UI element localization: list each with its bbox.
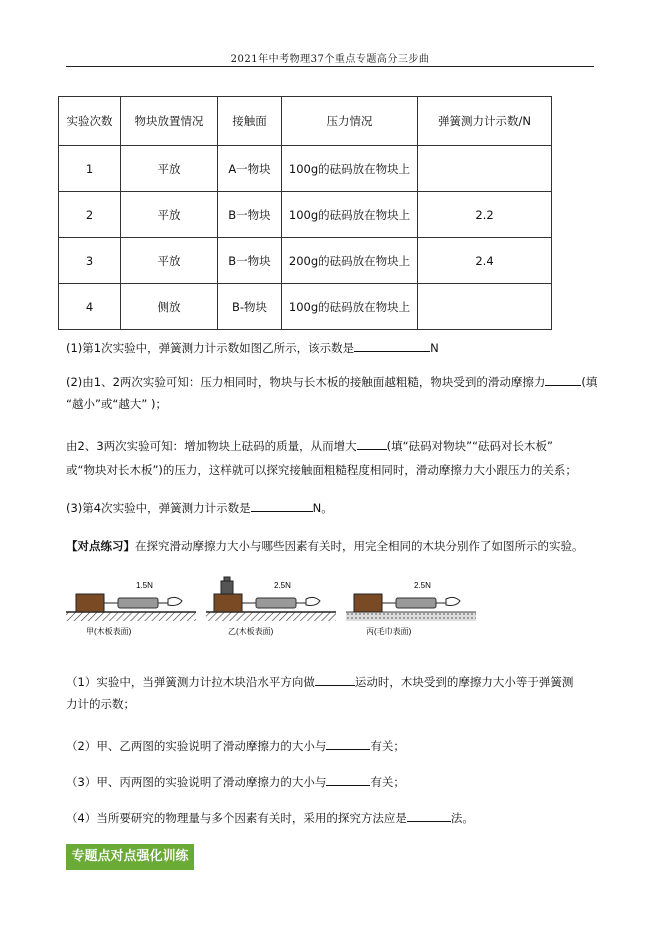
answer-blank[interactable] [326,737,370,750]
practice-question-4-text: （4）当所要研究的物理量与多个因素有关时，采用的探究方法应是 [66,811,407,825]
answer-blank[interactable] [354,339,430,352]
practice-tag: 【对点练习】 [66,539,135,553]
wood-block [76,594,104,612]
table-cell: 2 [59,192,121,238]
practice-question-4-end: 法。 [450,811,474,825]
question-2b [66,436,553,456]
practice-question-1-line2: 力计的示数； [66,697,135,711]
question-2-text: (2)由1、2两次实验可知：压力相同时，物块与长木板的接触面越粗糙，物块受到的滑动摩擦力 [66,375,546,389]
board-surface [66,612,196,621]
question-2b-text: 由2、3两次实验可知：增加物块上砝码的质量，从而增大 [66,439,357,453]
question-2-hint: (填 [581,375,598,389]
answer-blank[interactable] [251,499,313,512]
practice-question-1 [66,672,573,692]
panel-yi [206,577,336,636]
practice-question-2-end: 有关； [370,739,405,753]
section-heading: 专题点对点强化训练 [66,844,194,870]
hand-icon [296,597,320,605]
panel-caption: 乙(木板表面) [228,627,274,636]
page-header: 2021年中考物理37个重点专题高分三步曲 [230,54,430,65]
answer-blank[interactable] [407,809,451,822]
wood-block [214,594,242,612]
practice-question-1-end: 运动时，木块受到的摩擦力大小等于弹簧测 [354,675,574,689]
question-2b-line2: 或“物块对长木板”)的压力，这样就可以探究接触面粗糙程度相同时，滑动摩擦力大小跟压力的关系； [66,463,577,477]
table-header-cell: 弹簧测力计示数/N [418,97,552,146]
question-3-unit: N。 [312,501,333,515]
table-row [59,192,552,238]
table-cell: 2.4 [418,238,552,284]
answer-blank[interactable] [326,773,370,786]
table-header-row [59,97,552,146]
panel-bing [346,581,476,636]
answer-blank[interactable] [545,373,581,386]
panel-jia [66,581,196,636]
table-cell: B-物块 [218,284,282,330]
question-3 [66,498,333,518]
table-header-cell: 压力情况 [282,97,418,146]
wood-block [354,594,382,612]
table-cell: 侧放 [121,284,218,330]
table-cell: B一物块 [218,238,282,284]
table-row [59,284,552,330]
question-3-text: (3)第4次实验中，弹簧测力计示数是 [66,501,251,515]
towel-surface [346,612,476,621]
table-cell: A一物块 [218,146,282,192]
table-cell: 4 [59,284,121,330]
table-cell [418,146,552,192]
hand-icon [436,597,460,605]
table-header-cell: 物块放置情况 [121,97,218,146]
question-2b-hint: (填“砝码对物块”“砝码对长木板” [386,439,553,453]
table-row [59,146,552,192]
table-cell: 3 [59,238,121,284]
panel-caption: 甲(木板表面) [86,627,132,636]
table-cell: 200g的砝码放在物块上 [282,238,418,284]
weight-icon [221,581,233,594]
practice-question-3-end: 有关； [370,775,405,789]
table-cell: 100g的砝码放在物块上 [282,192,418,238]
experiment-table [58,96,552,330]
reading-label: 2.5N [274,581,291,590]
practice-intro [66,536,584,556]
table-cell: 1 [59,146,121,192]
question-1 [66,338,439,358]
table-cell: 100g的砝码放在物块上 [282,284,418,330]
practice-question-2 [66,736,405,756]
table-row [59,238,552,284]
table-cell: 2.2 [418,192,552,238]
hand-icon [158,597,182,605]
practice-question-3 [66,772,405,792]
panel-caption: 丙(毛巾表面) [366,627,412,636]
question-1-text: (1)第1次实验中，弹簧测力计示数如图乙所示，该示数是 [66,341,355,355]
practice-question-3-text: （3）甲、丙两图的实验说明了滑动摩擦力的大小与 [66,775,327,789]
spring-scale [396,598,436,608]
table-header-cell: 接触面 [218,97,282,146]
table-header-cell: 实验次数 [59,97,121,146]
table-cell: 平放 [121,146,218,192]
table-cell: 100g的砝码放在物块上 [282,146,418,192]
table-cell [418,284,552,330]
question-1-unit: N [430,341,439,355]
reading-label: 1.5N [136,581,153,590]
friction-experiment-figure [66,572,506,644]
board-surface [206,612,336,621]
reading-label: 2.5N [414,581,431,590]
table-cell: 平放 [121,238,218,284]
table-cell: 平放 [121,192,218,238]
spring-scale [118,598,158,608]
answer-blank[interactable] [357,437,387,450]
practice-question-1-text: （1）实验中，当弹簧测力计拉木块沿水平方向做 [66,675,315,689]
practice-text: 在探究滑动摩擦力大小与哪些因素有关时，用完全相同的木块分别作了如图所示的实验。 [135,539,584,553]
answer-blank[interactable] [315,673,355,686]
practice-question-4 [66,808,474,828]
practice-question-2-text: （2）甲、乙两图的实验说明了滑动摩擦力的大小与 [66,739,327,753]
spring-scale [256,598,296,608]
question-2-line2: “越小”或“越大” )； [66,397,167,411]
header-divider [66,66,594,67]
table-cell: B一物块 [218,192,282,238]
question-2 [66,372,597,392]
